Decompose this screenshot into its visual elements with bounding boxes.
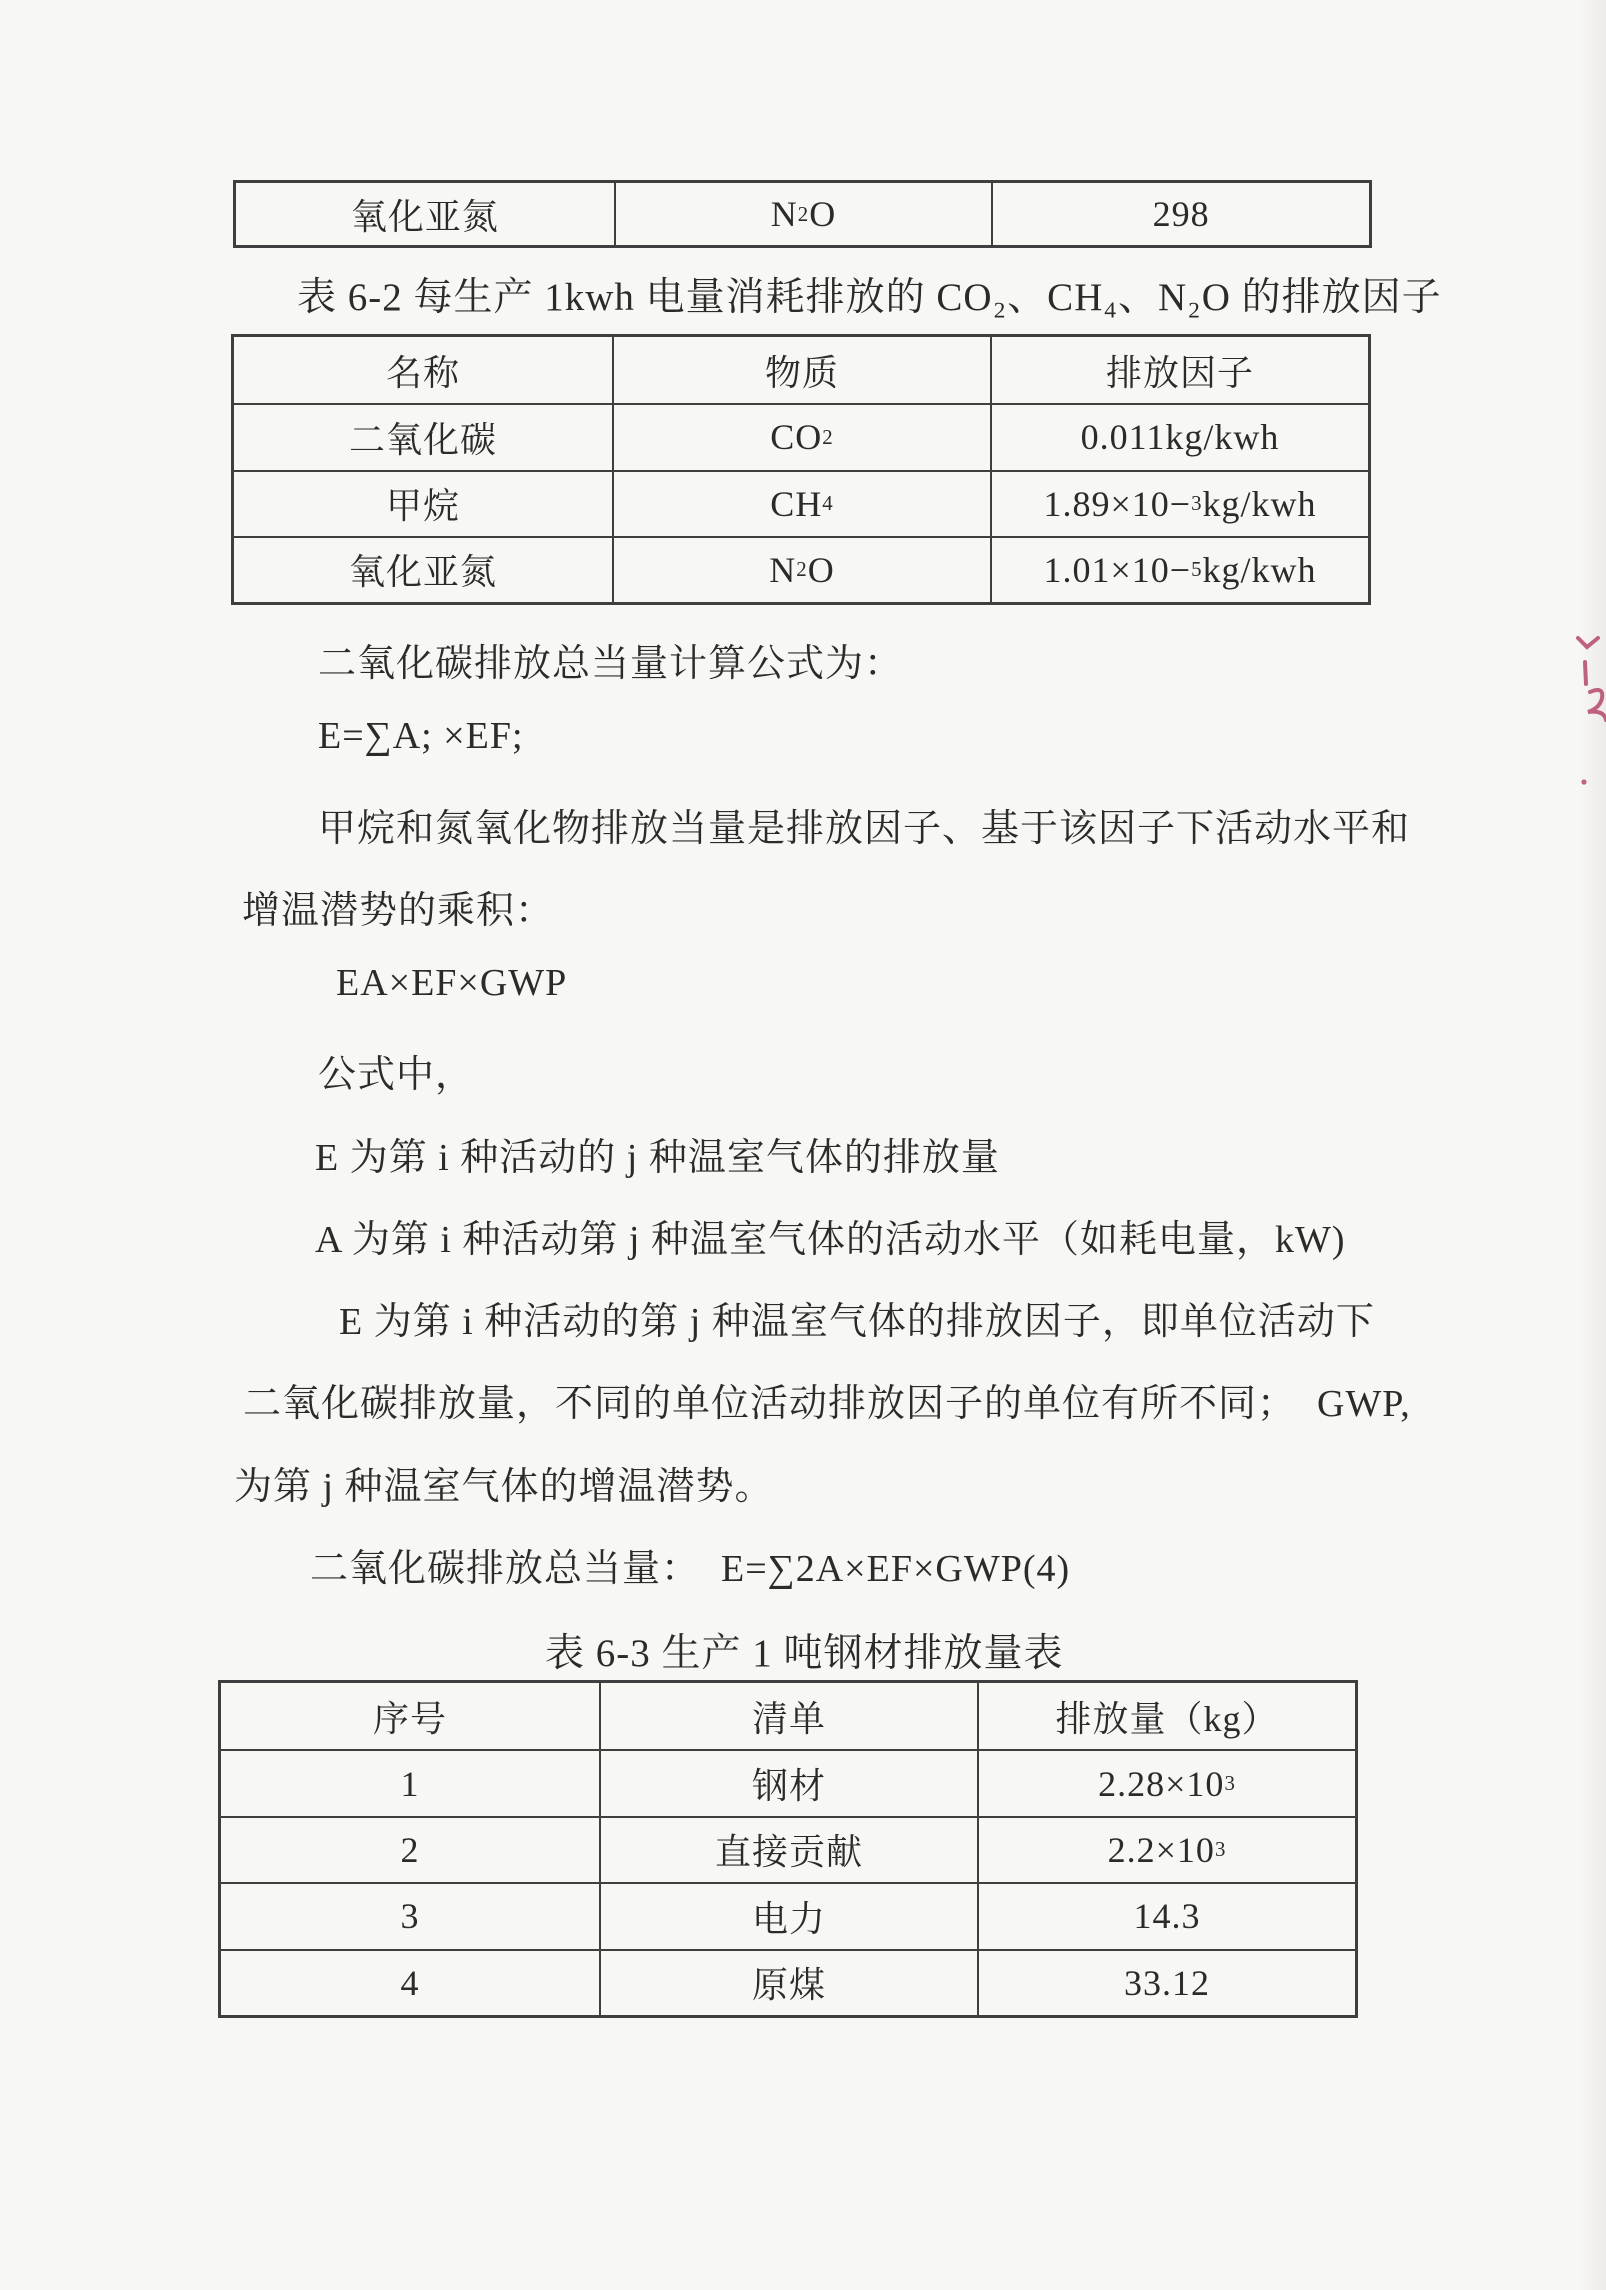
table-6-3 [218, 1680, 1358, 2018]
column-header: 物质 [612, 337, 990, 403]
table-cell-index [221, 1816, 599, 1882]
factor-base: 1.01×10− [1043, 549, 1192, 590]
table-cell-emission [977, 1816, 1355, 1882]
item-name: 直接贡献 [714, 1832, 863, 1873]
chem-formula-base: CO [770, 417, 823, 458]
table-cell-name [234, 536, 612, 602]
item-name: 原煤 [751, 1965, 826, 2006]
gwp-value: 298 [1152, 194, 1210, 234]
factor-superscript: 5 [1191, 557, 1203, 582]
table-cell-factor [990, 403, 1368, 469]
table-cell-item [599, 1816, 977, 1882]
chem-formula-subscript: 2 [796, 557, 808, 582]
formula-line: E=∑A; ×EF; [318, 715, 524, 757]
table-cell-item [599, 1949, 977, 2015]
table-cell-formula [614, 183, 992, 245]
table-top-partial [233, 180, 1372, 248]
row-number: 4 [400, 1962, 420, 2003]
table-cell-item [599, 1882, 977, 1948]
table-cell-index [221, 1949, 599, 2015]
formula-line: 二氧化碳排放总当量： E=∑2A×EF×GWP(4) [310, 1548, 1071, 1590]
table-cell-formula [612, 403, 990, 469]
table-cell-formula [612, 536, 990, 602]
column-header: 排放因子 [990, 337, 1368, 403]
emission-superscript: 3 [1214, 1837, 1227, 1862]
paragraph-line: 二氧化碳排放总当量计算公式为： [318, 643, 904, 685]
paragraph-line: 为第 j 种温室气体的增温潜势。 [234, 1466, 774, 1508]
formula-line: EA×EF×GWP [336, 962, 568, 1004]
table-cell-factor [990, 536, 1368, 602]
paragraph-line: 公式中， [318, 1054, 475, 1096]
chem-formula-base: N [769, 549, 797, 590]
factor-base: 0.011 [1080, 417, 1166, 458]
factor-base: 1.89×10− [1043, 483, 1192, 524]
emission-base: 33.12 [1124, 1962, 1210, 2003]
item-name: 电力 [751, 1898, 826, 1939]
gas-name: 二氧化碳 [348, 419, 497, 460]
table-cell-name [234, 403, 612, 469]
table-6-3-caption: 表 6-3 生产 1 吨钢材排放量表 [545, 1632, 1064, 1675]
paragraph-line: A 为第 i 种活动第 j 种温室气体的活动水平（如耗电量，kW) [315, 1219, 1346, 1261]
gas-name: 氧化亚氮 [348, 552, 497, 593]
paragraph-line: E 为第 i 种活动的第 j 种温室气体的排放因子，即单位活动下 [339, 1301, 1375, 1343]
table-cell-factor [990, 470, 1368, 536]
column-header: 清单 [599, 1683, 977, 1749]
emission-superscript: 3 [1224, 1771, 1236, 1796]
red-ink-annotation [1564, 626, 1606, 796]
chem-formula-subscript: 2 [822, 424, 834, 449]
factor-unit: kg/kwh [1202, 549, 1317, 590]
table-cell-name [236, 183, 614, 245]
table-cell-index [221, 1882, 599, 1948]
table-cell-emission [977, 1882, 1355, 1948]
column-header: 名称 [385, 352, 460, 393]
column-header: 序号 [372, 1698, 447, 1739]
paragraph-line: 增温潜势的乘积： [242, 890, 555, 932]
chem-formula-base: CH [770, 483, 823, 524]
paragraph-line: 甲烷和氮氧化物排放当量是排放因子、基于该因子下活动水平和 [318, 808, 1411, 850]
chem-formula-base: N [770, 194, 798, 234]
table-cell-emission [977, 1749, 1355, 1815]
factor-superscript: 3 [1191, 491, 1203, 516]
factor-unit: kg/kwh [1165, 417, 1280, 458]
emission-base: 2.28×10 [1098, 1763, 1225, 1804]
chem-formula-tail: O [809, 194, 837, 234]
row-number: 1 [400, 1763, 420, 1804]
paragraph-line: 二氧化碳排放量，不同的单位活动排放因子的单位有所不同； GWP, [243, 1383, 1411, 1425]
column-header: 排放量（kg） [977, 1683, 1355, 1749]
row-number: 2 [400, 1829, 420, 1870]
table-cell-value [991, 183, 1369, 245]
table-cell-item [599, 1749, 977, 1815]
table-cell-index [221, 1749, 599, 1815]
emission-base: 2.2×10 [1107, 1829, 1215, 1870]
gas-name: 甲烷 [385, 486, 460, 527]
item-name: 钢材 [751, 1766, 826, 1807]
factor-unit: kg/kwh [1202, 483, 1317, 524]
paragraph-line: E 为第 i 种活动的 j 种温室气体的排放量 [315, 1137, 1000, 1179]
table-cell-emission [977, 1949, 1355, 2015]
table-6-2-caption: 表 6-2 每生产 1kwh 电量消耗排放的 CO₂、CH₄、N₂O 的排放因子 [297, 276, 1442, 319]
table-cell-formula [612, 470, 990, 536]
table-cell-name [234, 470, 612, 536]
gas-name: 氧化亚氮 [350, 196, 499, 237]
row-number: 3 [400, 1896, 420, 1937]
chem-formula-tail: O [807, 549, 835, 590]
emission-base: 14.3 [1133, 1896, 1201, 1937]
chem-formula-subscript: 4 [822, 491, 834, 516]
chem-formula-subscript: 2 [797, 201, 810, 226]
table-6-2 [231, 334, 1371, 605]
